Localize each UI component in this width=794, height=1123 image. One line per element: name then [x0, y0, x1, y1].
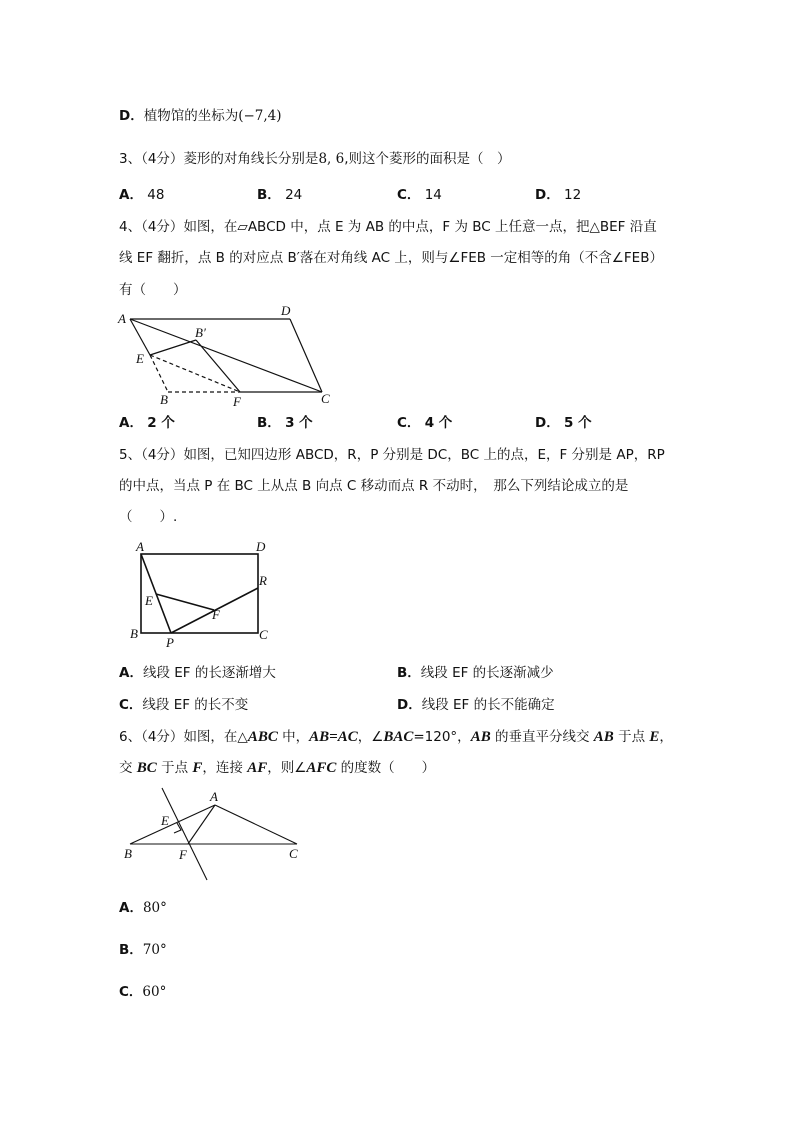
label-b: B [130, 626, 138, 641]
stem-text: ,则这个菱形的面积是（ ） [344, 151, 511, 167]
stem-text: 如图，在△ [183, 729, 248, 745]
option-text: 48 [147, 187, 165, 203]
q4-stem-line-3: 有（ ） [119, 282, 187, 298]
stem-text: 如图，在▱ABCD 中，点 E 为 AB 的中点，F 为 BC 上任意一点，把△BEF 沿直 [183, 219, 657, 235]
stem-text: 于点 [156, 760, 193, 776]
question-score: （4分） [141, 151, 184, 167]
label-r: R [259, 573, 267, 588]
option-text: 3 个 [285, 415, 313, 431]
stem-text: ，连接 [202, 760, 248, 776]
option-text: 2 个 [147, 415, 175, 431]
label-d: D [281, 303, 291, 318]
stem-text: 于点 [613, 729, 650, 745]
label-b: B [124, 846, 132, 861]
question-score: （4分） [141, 447, 184, 463]
math-var: BAC [383, 729, 414, 745]
math-var: BC [136, 760, 157, 776]
math-var: AF [247, 760, 268, 776]
option-letter: B． [257, 187, 281, 203]
label-a: A [118, 311, 126, 326]
option-text: 线段 EF 的长不能确定 [421, 697, 555, 713]
option-letter: C． [119, 697, 143, 713]
option-text: 12 [564, 187, 582, 203]
stem-text: ，∠ [357, 729, 384, 745]
option-text: 线段 EF 的长逐渐减少 [420, 665, 554, 681]
option-letter: B． [397, 665, 421, 681]
option-letter: A． [119, 187, 143, 203]
option-letter: D． [119, 108, 144, 124]
option-letter: D． [535, 415, 560, 431]
option-text: 植物馆的坐标为 [143, 108, 239, 124]
math-var: AB=AC [309, 729, 358, 745]
stem-text: 交 [119, 760, 137, 776]
label-f: F [212, 607, 220, 622]
option-letter: C． [397, 415, 421, 431]
option-text: 5 个 [564, 415, 592, 431]
option-letter: D． [397, 697, 422, 713]
coordinate: (−7,4) [238, 108, 282, 124]
diagonal-values: 8, 6 [318, 151, 345, 167]
math-var: AB [470, 729, 491, 745]
q5-stem-line-3: （ ）. [119, 509, 178, 525]
option-letter: A． [119, 900, 143, 916]
label-d: D [256, 539, 266, 554]
question-number: 5、 [119, 447, 142, 463]
math-var: AFC [306, 760, 337, 776]
label-p: P [166, 635, 174, 650]
stem-text: 的垂直平分线交 [490, 729, 594, 745]
label-b: B [160, 392, 168, 407]
segment-ac [215, 805, 297, 844]
question-number: 6、 [119, 729, 142, 745]
perpendicular-bisector [162, 788, 207, 880]
q6-option-c[interactable] [119, 983, 166, 1001]
option-text: 线段 EF 的长逐渐增大 [142, 665, 276, 681]
option-letter: B． [119, 942, 143, 958]
q6-option-b[interactable] [119, 941, 167, 959]
stem-text: ，则∠ [267, 760, 307, 776]
question-score: （4分） [141, 219, 184, 235]
label-f: F [179, 847, 187, 862]
label-e: E [145, 593, 153, 608]
option-letter: C． [119, 984, 143, 1000]
option-text: 24 [285, 187, 303, 203]
option-text: 线段 EF 的长不变 [142, 697, 249, 713]
label-e: E [136, 351, 144, 366]
question-number: 4、 [119, 219, 142, 235]
option-text: 4 个 [424, 415, 453, 431]
label-a: A [210, 789, 218, 804]
q4-stem-line-2: 线 EF 翻折，点 B 的对应点 B′落在对角线 AC 上，则与∠FEB 一定相等的角（不含∠FEB） [119, 250, 663, 266]
option-text: 14 [424, 187, 442, 203]
stem-text: 菱形的对角线长分别是 [183, 151, 319, 167]
option-text: 70° [142, 942, 167, 958]
label-c: C [259, 627, 268, 642]
math-var: AB [593, 729, 614, 745]
stem-text: 中， [277, 729, 310, 745]
q6-option-a[interactable] [119, 899, 167, 917]
label-c: C [321, 391, 330, 406]
stem-text: 如图，已知四边形 ABCD，R，P 分别是 DC，BC 上的点，E，F 分别是 AP，RP [183, 447, 665, 463]
option-letter: D． [535, 187, 560, 203]
math-var: F [192, 760, 203, 776]
math-var: ABC [247, 729, 278, 745]
label-f: F [233, 394, 241, 409]
option-letter: C． [397, 187, 421, 203]
option-letter: A． [119, 415, 143, 431]
label-b-prime: B′ [195, 325, 206, 340]
stem-text: =120°， [413, 729, 471, 745]
question-score: （4分） [141, 729, 184, 745]
label-c: C [289, 846, 298, 861]
q5-stem-line-2: 的中点，当点 P 在 BC 上从点 B 向点 C 移动而点 R 不动时， 那么下列结论成立的是 [119, 478, 629, 494]
option-letter: A． [119, 665, 143, 681]
label-a: A [136, 539, 144, 554]
math-var: E [649, 729, 660, 745]
question-number: 3、 [119, 151, 142, 167]
stem-text: 的度数（ ） [336, 760, 436, 776]
option-text: 80° [142, 900, 167, 916]
option-text: 60° [142, 984, 167, 1000]
option-letter: B． [257, 415, 281, 431]
stem-text: ， [659, 729, 673, 745]
label-e: E [161, 813, 169, 828]
segment-ab [130, 805, 215, 844]
